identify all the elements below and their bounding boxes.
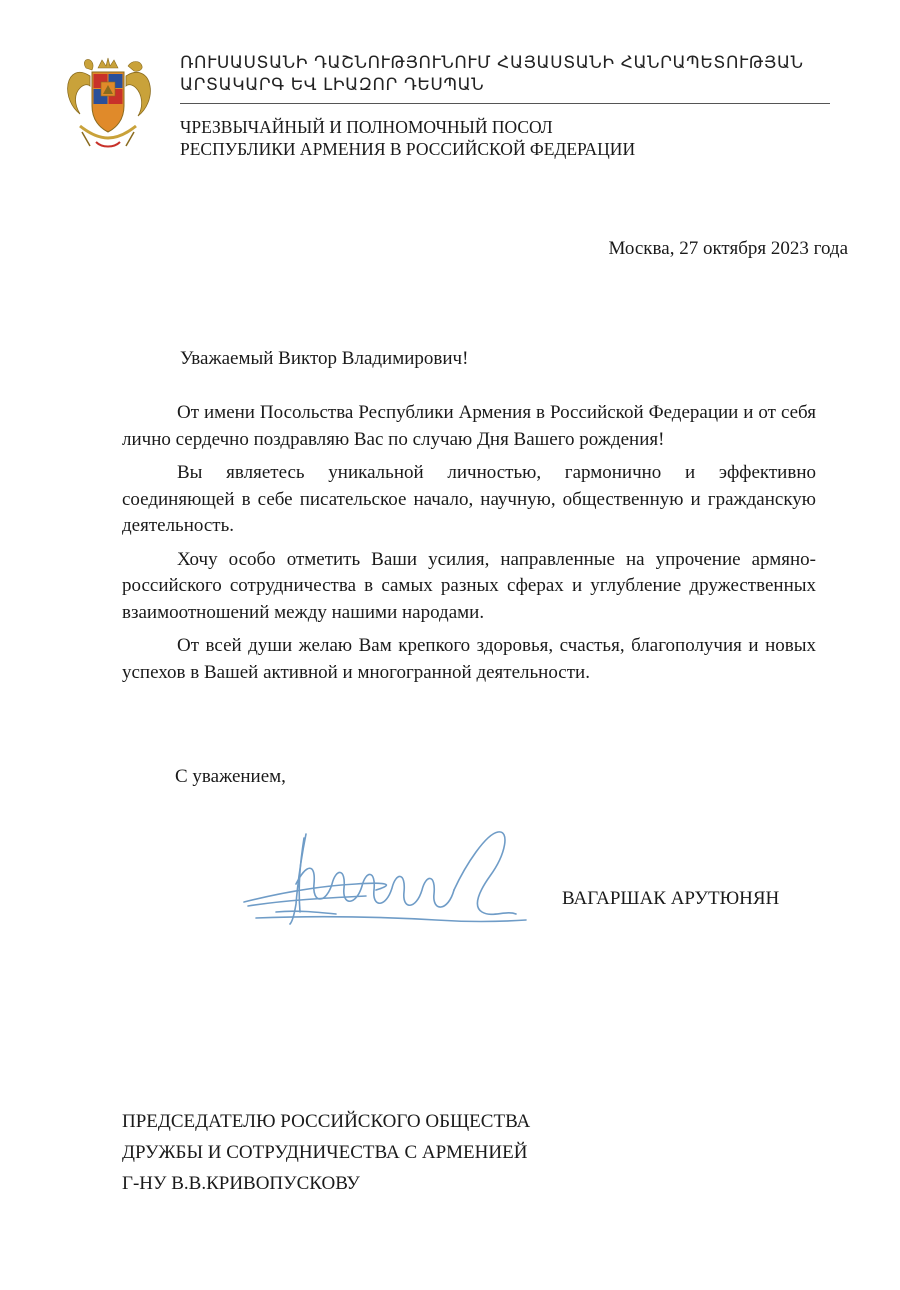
letter-body xyxy=(122,400,816,693)
salutation: Уважаемый Виктор Владимирович! xyxy=(180,348,469,369)
letterhead-divider xyxy=(180,103,830,104)
recipient-line-2: ДРУЖБЫ И СОТРУДНИЧЕСТВА С АРМЕНИЕЙ xyxy=(122,1142,528,1163)
body-paragraph-3: Хочу особо отметить Ваши усилия, направленные на упрочение армяно-российского сотрудничества в самых разных сферах и углубление дружественных взаимоотношений между нашими народами. xyxy=(122,548,816,623)
recipient-block xyxy=(122,1106,530,1199)
letter-date: Москва, 27 октября 2023 года xyxy=(608,238,848,259)
russian-letterhead-line-1: ЧРЕЗВЫЧАЙНЫЙ И ПОЛНОМОЧНЫЙ ПОСОЛ xyxy=(180,117,553,137)
russian-letterhead-line-2: РЕСПУБЛИКИ АРМЕНИЯ В РОССИЙСКОЙ ФЕДЕРАЦИИ xyxy=(180,139,636,159)
armenian-letterhead xyxy=(180,52,804,96)
signer-name: ВАГАРШАК АРУТЮНЯН xyxy=(562,888,780,909)
coat-of-arms-of-armenia-icon xyxy=(60,54,156,154)
body-paragraph-1: От имени Посольства Республики Армения в Российской Федерации и от себя лично сердечно поздравляю Вас по случаю Дня Вашего рождения! xyxy=(122,402,816,450)
recipient-line-3: Г-НУ В.В.КРИВОПУСКОВУ xyxy=(122,1173,360,1194)
russian-letterhead xyxy=(180,116,635,160)
armenian-letterhead-line-2: ԱՐՏԱԿԱՐԳ ԵՎ ԼԻԱԶՈՐ ԴԵՍՊԱՆ xyxy=(180,75,485,95)
closing-phrase: С уважением, xyxy=(175,766,286,787)
recipient-line-1: ПРЕДСЕДАТЕЛЮ РОССИЙСКОГО ОБЩЕСТВА xyxy=(122,1111,531,1132)
body-paragraph-4: От всей души желаю Вам крепкого здоровья, счастья, благополучия и новых успехов в Вашей активной и многогранной деятельности. xyxy=(122,635,816,683)
body-paragraph-2: Вы являетесь уникальной личностью, гармонично и эффективно соединяющей в себе писательское начало, научную, общественную и гражданскую деятельность. xyxy=(122,462,816,536)
handwritten-signature xyxy=(236,824,536,934)
armenian-letterhead-line-1: ՌՈՒՍԱՍՏԱՆԻ ԴԱՇՆՈՒԹՅՈՒՆՈՒՄ ՀԱՅԱՍՏԱՆԻ ՀԱՆՐԱՊԵՏՈՒԹՅԱՆ xyxy=(180,53,804,73)
